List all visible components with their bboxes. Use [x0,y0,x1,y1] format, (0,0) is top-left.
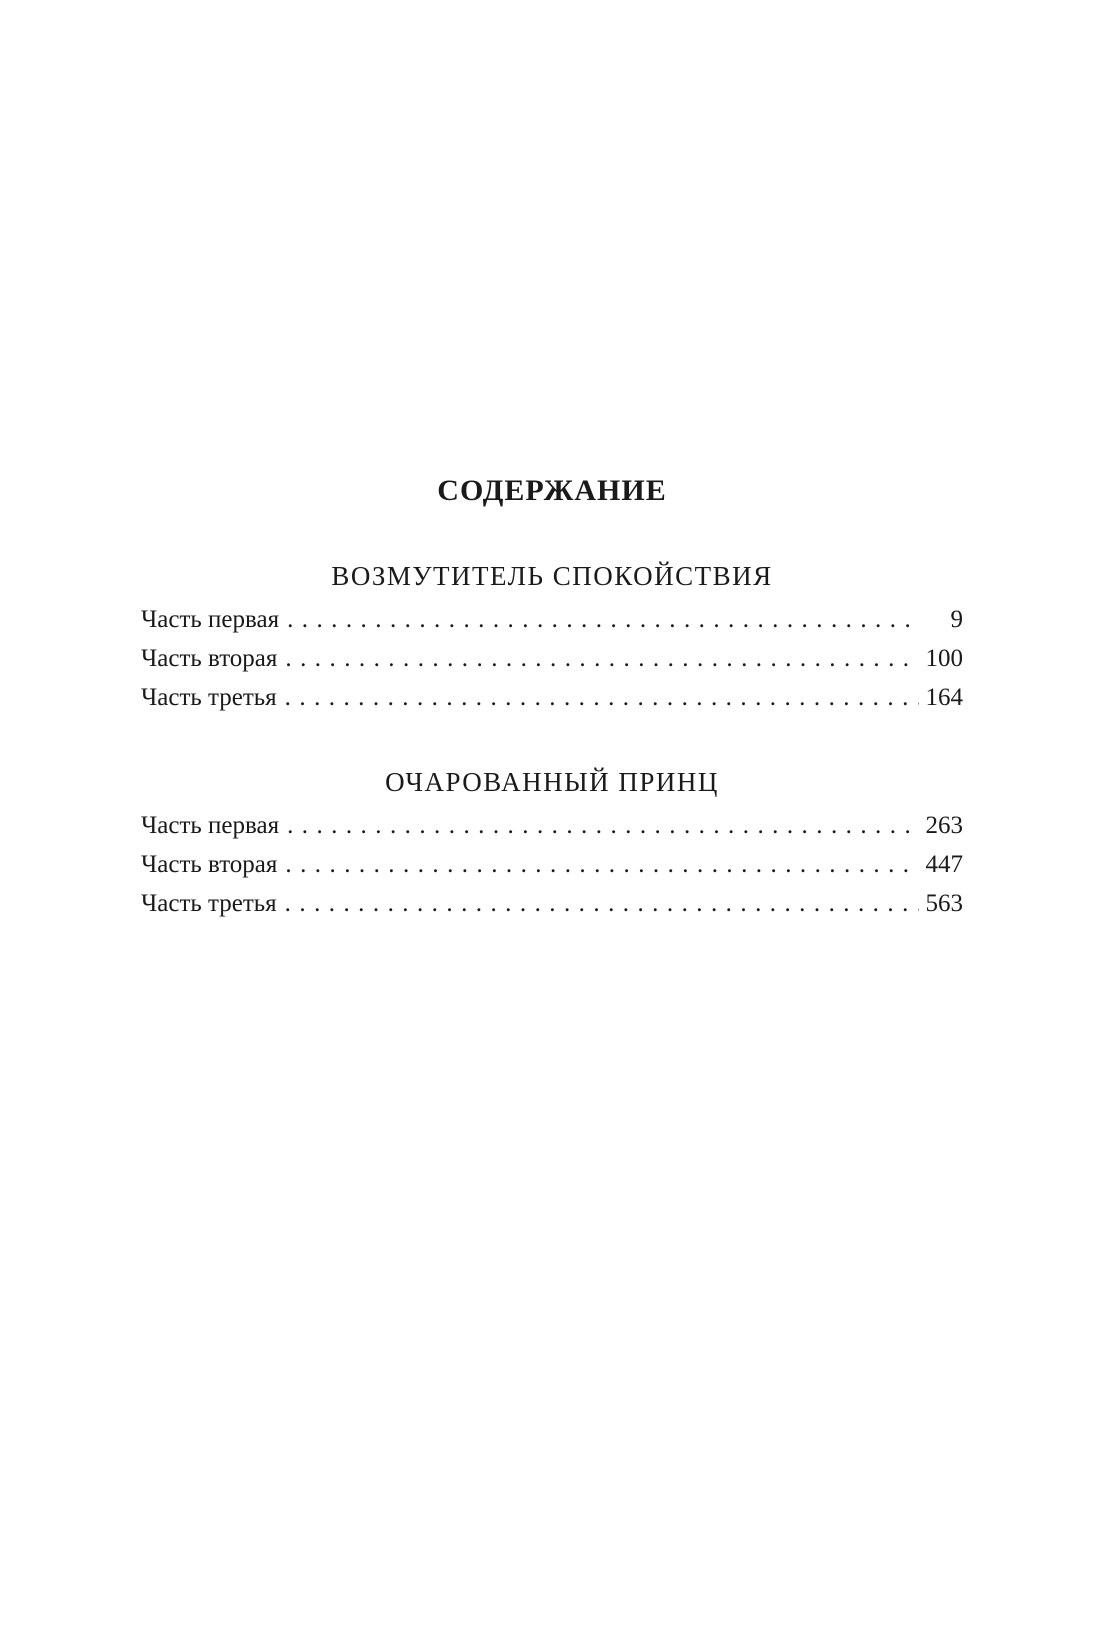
toc-entry-list [141,806,963,923]
toc-entry[interactable] [141,678,963,717]
entry-label: Часть третья [141,890,277,917]
entry-page-number: 563 [925,890,963,917]
toc-entry[interactable] [141,806,963,845]
toc-title: СОДЕРЖАНИЕ [437,474,667,507]
entry-page-number: 9 [950,606,963,633]
toc-section [141,552,963,717]
entry-label: Часть первая [141,812,280,839]
toc-entry[interactable] [141,884,963,923]
entry-page-number: 263 [925,812,963,839]
dot-leader [287,806,919,845]
entry-label: Часть первая [141,606,280,633]
section-title: ВОЗМУТИТЕЛЬ СПОКОЙСТВИЯ [331,561,773,591]
dot-leader [285,884,919,923]
toc-entry[interactable] [141,845,963,884]
toc-entry[interactable] [141,639,963,678]
section-title: ОЧАРОВАННЫЙ ПРИНЦ [385,767,719,797]
dot-leader [285,678,919,717]
toc-section [141,758,963,923]
dot-leader [285,639,919,678]
entry-label: Часть вторая [141,851,278,878]
entry-label: Часть третья [141,684,277,711]
entry-page-number: 164 [925,684,963,711]
table-of-contents [141,470,963,923]
dot-leader [287,600,919,639]
toc-entry[interactable] [141,600,963,639]
entry-label: Часть вторая [141,645,278,672]
entry-page-number: 100 [925,645,963,672]
toc-entry-list [141,600,963,717]
entry-page-number: 447 [925,851,963,878]
dot-leader [285,845,919,884]
